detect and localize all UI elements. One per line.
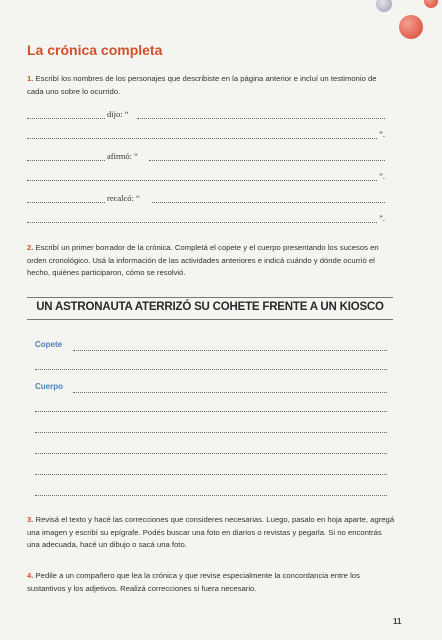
testimony-row-1 — [27, 108, 385, 120]
name-blank[interactable] — [27, 118, 105, 119]
testimony-row-1-continuation — [27, 128, 385, 140]
testimony-verb: dijo: “ — [107, 109, 129, 119]
closing-quote: ”. — [379, 171, 385, 181]
testimony-row-3 — [27, 192, 385, 204]
decorative-red-circle — [399, 15, 423, 39]
cuerpo-line[interactable] — [35, 411, 387, 412]
exercise-1-instruction — [27, 73, 395, 98]
exercise-2-instruction — [27, 242, 395, 280]
quote-blank[interactable] — [152, 202, 385, 203]
exercise-2-text: Escribí un primer borrador de la crónica. Completá el copete y el cuerpo presentando los sucesos en orden cronológico. Usá la información de las actividades anteriores e indicá cuándo y dónde ocurrió el hecho, quiénes participaron, cómo se resolvió. — [27, 243, 379, 278]
testimony-verb: recalcó: “ — [107, 193, 140, 203]
closing-quote: ”. — [379, 213, 385, 223]
quote-blank[interactable] — [137, 118, 385, 119]
decorative-gray-circle — [376, 0, 392, 12]
decorative-red-circle-small — [424, 0, 438, 8]
page-title: La crónica completa — [27, 42, 163, 58]
cuerpo-line[interactable] — [35, 432, 387, 433]
exercise-4-number: 4. — [27, 571, 34, 580]
quote-blank[interactable] — [27, 138, 377, 139]
name-blank[interactable] — [27, 202, 105, 203]
testimony-verb: afirmó: “ — [107, 151, 138, 161]
exercise-2-number: 2. — [27, 243, 34, 252]
quote-blank[interactable] — [149, 160, 385, 161]
copete-line[interactable] — [35, 369, 387, 370]
cuerpo-line[interactable] — [35, 495, 387, 496]
exercise-3-instruction — [27, 514, 395, 552]
cuerpo-line[interactable] — [73, 392, 387, 393]
cuerpo-line[interactable] — [35, 453, 387, 454]
closing-quote: ”. — [379, 129, 385, 139]
copete-line[interactable] — [73, 350, 387, 351]
page-number: 11 — [393, 617, 402, 626]
testimony-row-3-continuation — [27, 212, 385, 224]
headline-box — [27, 297, 393, 320]
exercise-4-instruction — [27, 570, 395, 595]
copete-label: Copete — [35, 340, 63, 349]
quote-blank[interactable] — [27, 180, 377, 181]
testimony-row-2-continuation — [27, 170, 385, 182]
exercise-1-number: 1. — [27, 74, 34, 83]
quote-blank[interactable] — [27, 222, 377, 223]
chronicle-headline: UN ASTRONAUTA ATERRIZÓ SU COHETE FRENTE A UN KIOSCO — [36, 301, 384, 313]
name-blank[interactable] — [27, 160, 105, 161]
testimony-row-2 — [27, 150, 385, 162]
cuerpo-line[interactable] — [35, 474, 387, 475]
exercise-3-text: Revisá el texto y hacé las correcciones que consideres necesarias. Luego, pasalo en hoja aparte, agregá una imagen y escribí su epígrafe. Podés buscar una foto en diarios o revistas y pegarla. Si no encontrás una adecuada, hacé un dibujo o sacá una foto. — [27, 515, 395, 550]
exercise-4-text: Pedile a un compañero que lea la crónica y que revise especialmente la concordancia entre los sustantivos y los adjetivos. Realizá correcciones si fuera necesario. — [27, 571, 360, 593]
exercise-3-number: 3. — [27, 515, 34, 524]
exercise-1-text: Escribí los nombres de los personajes que describiste en la página anterior e incluí un testimonio de cada uno sobre lo ocurrido. — [27, 74, 377, 96]
cuerpo-label: Cuerpo — [35, 382, 63, 391]
